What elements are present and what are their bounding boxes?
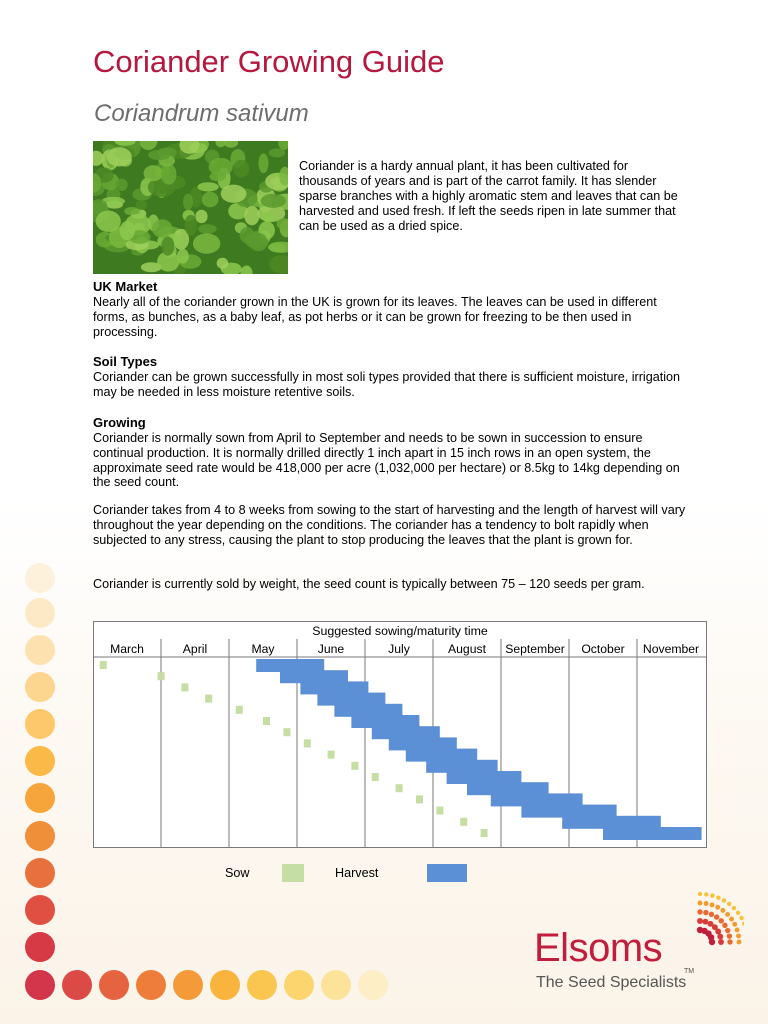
sow-mark	[100, 661, 107, 669]
sow-mark	[436, 807, 443, 815]
harvest-bar	[467, 782, 549, 795]
legend-sow-label: Sow	[225, 866, 250, 880]
sow-mark	[372, 773, 379, 781]
seed-weight-paragraph: Coriander is currently sold by weight, the seed count is typically between 75 – 120 seeds per gram.	[93, 577, 645, 591]
harvest-bar	[372, 726, 440, 739]
sowing-maturity-chart	[93, 621, 707, 849]
month-label: November	[642, 642, 700, 656]
trademark-mark: TM	[684, 968, 695, 975]
month-label: August	[448, 642, 486, 656]
sow-mark	[205, 695, 212, 703]
month-label: June	[317, 642, 345, 656]
section-uk-market	[93, 279, 693, 339]
harvest-bar	[280, 670, 348, 683]
sow-mark	[158, 672, 165, 680]
harvest-bar	[521, 805, 616, 818]
legend-harvest-swatch	[427, 864, 467, 882]
soil-types-text: Coriander can be grown successfully in most soli types provided that there is sufficient moisture, irrigation may be needed in less moisture retentive soils.	[93, 370, 681, 399]
brand-tagline: The Seed Specialists	[536, 974, 687, 991]
uk-market-text: Nearly all of the coriander grown in the UK is grown for its leaves. The leaves can be used in different forms, as bunches, as a baby leaf, as pot herbs or it can be grown for freezing to be then used in processing.	[93, 295, 657, 339]
sow-mark	[283, 728, 290, 736]
section-soil-types	[93, 354, 693, 400]
growing-heading: Growing	[93, 415, 146, 430]
harvest-bar	[256, 659, 324, 672]
harvest-bar	[603, 827, 702, 840]
harvest-bar	[426, 760, 497, 773]
brand-logo-text: Elsoms	[534, 926, 663, 970]
sow-mark	[304, 739, 311, 747]
botanical-name: Coriandrum sativum	[94, 100, 309, 127]
chart-title: Suggested sowing/maturity time	[312, 624, 488, 638]
intro-paragraph: Coriander is a hardy annual plant, it has been cultivated for thousands of years and is part of the carrot family. It has slender sparse branches with a highly aromatic stem and leaves that can be harvested and used fresh. If left the seeds ripen in late summer that can be used as a dried spice.	[299, 159, 678, 233]
sow-mark	[481, 829, 488, 837]
sow-mark	[460, 818, 467, 826]
legend-sow-swatch	[282, 864, 304, 882]
harvest-bar	[389, 737, 457, 750]
sow-mark	[328, 751, 335, 759]
month-label: April	[182, 642, 208, 656]
harvest-bar	[562, 816, 661, 829]
harvest-bar	[447, 771, 522, 784]
section-growing	[93, 415, 693, 490]
month-label: July	[388, 642, 410, 656]
sunburst-logo-icon	[672, 890, 744, 962]
harvest-bar	[491, 793, 583, 806]
soil-types-heading: Soil Types	[93, 354, 158, 369]
sow-mark	[416, 795, 423, 803]
sow-mark	[236, 706, 243, 714]
harvest-bar	[351, 715, 419, 728]
harvest-bar	[300, 681, 368, 694]
chart-legend	[225, 862, 485, 886]
sow-mark	[263, 717, 270, 725]
month-label: March	[110, 642, 144, 656]
legend-harvest-label: Harvest	[335, 866, 379, 880]
harvest-bar	[317, 693, 385, 706]
month-label: October	[581, 642, 625, 656]
sow-mark	[351, 762, 358, 770]
growing-text: Coriander is normally sown from April to September and needs to be sown in succession to ensure continual production. It is normally drilled directly 1 inch apart in 15 inch rows in an open system, the approximate seed rate would be 418,000 per acre (1,032,000 per hectare) or 8.5kg to 14kg depending on the seed count.	[93, 431, 680, 490]
month-label: September	[505, 642, 565, 656]
uk-market-heading: UK Market	[93, 279, 158, 294]
sow-mark	[181, 683, 188, 691]
coriander-leaves-photo	[93, 141, 288, 274]
sow-mark	[396, 784, 403, 792]
harvest-bar	[406, 749, 477, 762]
harvest-paragraph: Coriander takes from 4 to 8 weeks from sowing to the start of harvesting and the length of harvest will vary throughout the year depending on the conditions. The coriander has a tendency to bolt rapidly when subjected to any stress, causing the plant to stop producing the leaves that the plant is grown for.	[93, 503, 686, 547]
harvest-bar	[334, 704, 402, 717]
page-title: Coriander Growing Guide	[93, 44, 445, 79]
month-label: May	[251, 642, 275, 656]
